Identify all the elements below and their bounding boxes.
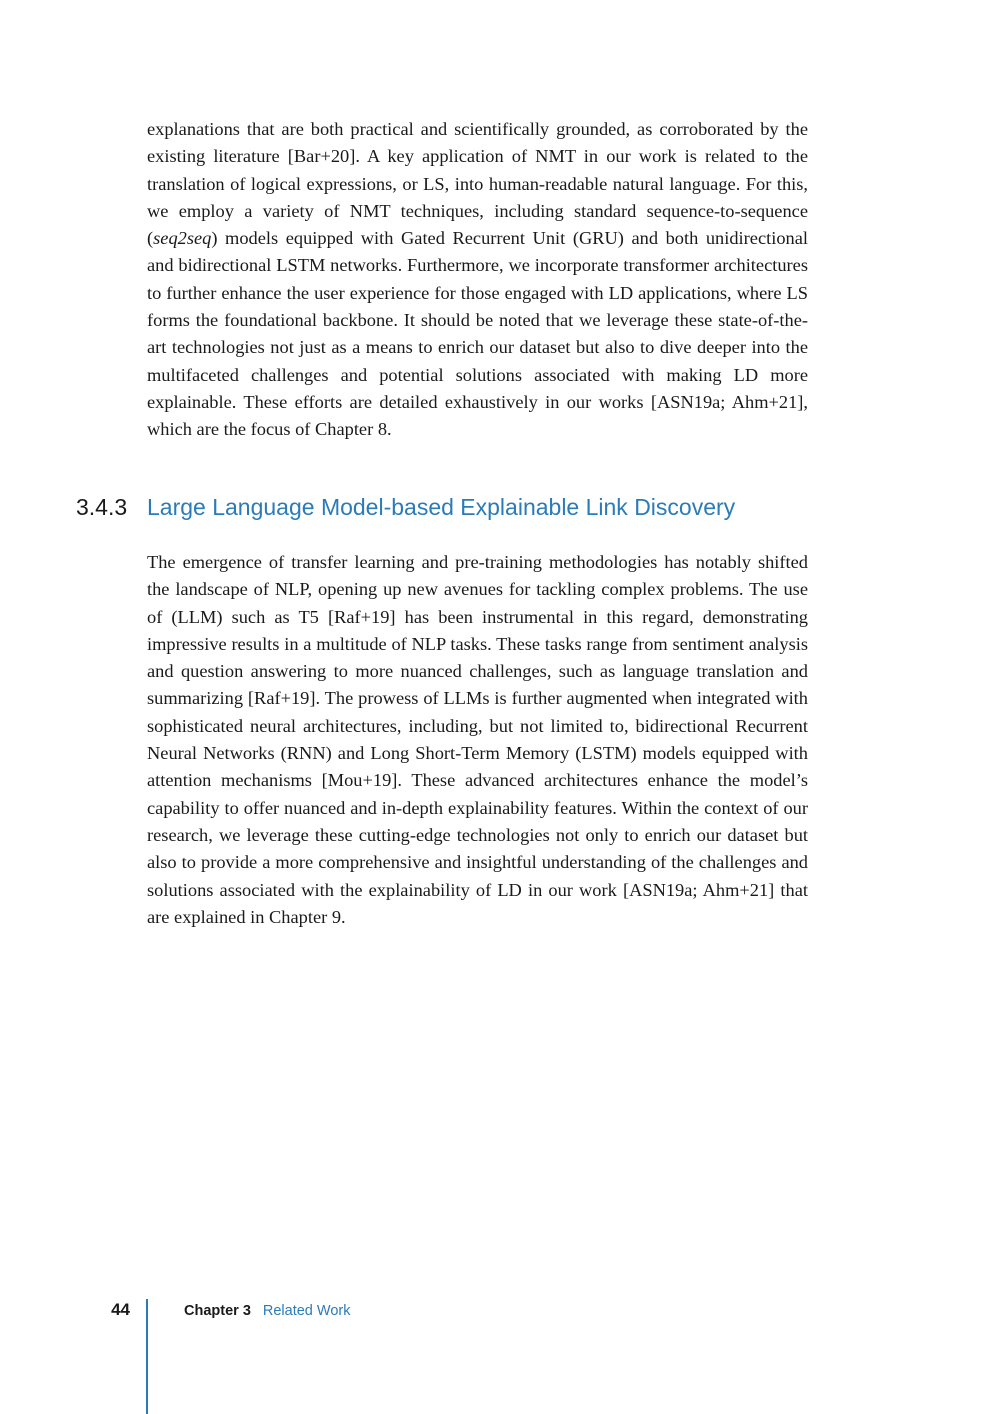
- section-title: Large Language Model-based Explainable Link Discovery: [147, 494, 736, 520]
- running-footer: [184, 1301, 350, 1321]
- page-number: 44: [111, 1300, 130, 1319]
- paragraph-text: explanations that are both practical and scientifically grounded, as corroborated by the existing literature [Bar+20]. A key application of NMT in our work is related to the translation of logical expressions, or LS, into human-readable natural language. For this, we employ a variety of NMT techniques, including standard sequence-to-sequence (: [147, 119, 808, 249]
- body-paragraph: The emergence of transfer learning and pre-training methodologies has notably shifted the landscape of NLP, opening up new avenues for tackling complex problems. The use of (LLM) such as T5 [Raf+19] has been instrumental in this regard, demonstrating impressive results in a multitude of NLP tasks. These tasks range from sentiment analysis and question answering to more nuanced challenges, such as language translation and summarizing [Raf+19]. The prowess of LLMs is further augmented when integrated with sophisticated neural architectures, including, but not limited to, bidirectional Recurrent Neural Networks (RNN) and Long Short-Term Memory (LSTM) models equipped with attention mechanisms [Mou+19]. These advanced architectures enhance the model’s capability to offer nuanced and in-depth explainability features. Within the context of our research, we leverage these cutting-edge technologies not only to enrich our dataset but also to provide a more comprehensive and insightful understanding of the challenges and solutions associated with the explainability of LD in our work [ASN19a; Ahm+21] that are explained in Chapter 9.: [147, 552, 808, 927]
- italic-term: seq2seq: [153, 228, 212, 249]
- section-heading: [76, 490, 926, 524]
- section-number: 3.4.3: [76, 494, 128, 520]
- body-paragraph: [147, 116, 808, 444]
- paragraph-text: ) models equipped with Gated Recurrent Unit (GRU) and both unidirectional and bidirectional LSTM networks. Furthermore, we incorporate transformer architectures to further enhance the user experience for those engaged with LD applications, where LS forms the foundational backbone. It should be noted that we leverage these state-of-the-art technologies not just as a means to enrich our dataset but also to dive deeper into the multifaceted challenges and potential solutions associated with making LD more explainable. These efforts are detailed exhaustively in our works [ASN19a; Ahm+21], which are the focus of Chapter 8.: [147, 228, 808, 440]
- footer-divider: [146, 1299, 148, 1414]
- chapter-title: Related Work: [262, 1303, 351, 1319]
- chapter-label: Chapter 3: [184, 1303, 251, 1319]
